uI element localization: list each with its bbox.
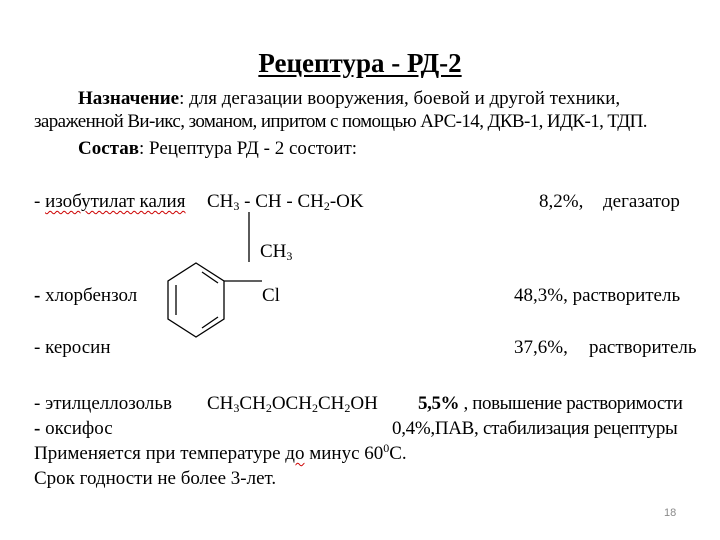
purpose-label: Назначение (78, 88, 180, 109)
usage-text: до (285, 443, 305, 464)
dash: - (34, 393, 46, 414)
shelf-life-line: Срок годности не более 3-лет. (34, 468, 277, 489)
isobutylate-percent: 8,2%, (539, 191, 584, 212)
formula-part: CH (239, 393, 266, 414)
kerosene-role: растворитель (589, 337, 697, 358)
chlorobenzene-percent-role: 48,3%, растворитель (514, 285, 681, 306)
benzene-ring-icon (168, 263, 262, 337)
dash: - (34, 285, 46, 306)
formula-part: OH (350, 393, 378, 414)
usage-text: С. (389, 443, 407, 464)
formula-part: CH (207, 191, 234, 212)
formula-part: CH (260, 241, 287, 262)
formula-sub: 2 (323, 199, 330, 213)
formula-sub: 3 (233, 199, 240, 213)
kerosene-percent: 37,6%, (514, 337, 568, 358)
formula-sub: 2 (344, 401, 351, 415)
formula-part: CH (207, 393, 234, 414)
usage-text: минус 60 (304, 443, 384, 464)
formula-part: OCH (271, 393, 312, 414)
formula-part: CH (317, 393, 345, 414)
purpose-text-1: : для дегазации вооружения, боевой и другой техники, (179, 88, 621, 109)
composition-text: : Рецептура РД - 2 состоит: (138, 138, 358, 159)
formula-sub: 2 (265, 401, 272, 415)
formula-sub: 2 (311, 401, 318, 415)
formula-part: -OK (329, 191, 364, 212)
composition-label: Состав (78, 138, 139, 159)
formula-sub: 3 (286, 249, 293, 263)
page-number: 18 (664, 507, 677, 519)
component-name: керосин (45, 337, 111, 358)
component-name: изобутилат калия (45, 191, 186, 212)
component-name: этилцеллозольв (45, 393, 173, 414)
component-name: хлорбензол (45, 285, 138, 306)
component-role: , повышение растворимости (459, 393, 683, 414)
dash: - (34, 191, 46, 212)
degree-sup: 0 (383, 441, 390, 455)
purpose-line-2: зараженной Ви-икс, зоманом, ипритом с помощью АРС-14, ДКВ-1, ИДК-1, ТДП. (34, 111, 647, 132)
dash: - (34, 337, 46, 358)
isobutylate-role: дегазатор (603, 191, 680, 212)
formula-part: - CH - CH (239, 191, 324, 212)
formula-sub: 3 (233, 401, 240, 415)
dash: - (34, 418, 46, 439)
component-name: оксифос (45, 418, 113, 439)
chlorobenzene-formula: Cl (262, 285, 280, 306)
component-percent: 5,5% (418, 393, 460, 414)
usage-text: Применяется при температуре (34, 443, 286, 464)
oxyphos-percent-role: 0,4%,ПАВ, стабилизация рецептуры (392, 418, 678, 439)
title-text: Рецептура - РД-2 (258, 48, 462, 78)
